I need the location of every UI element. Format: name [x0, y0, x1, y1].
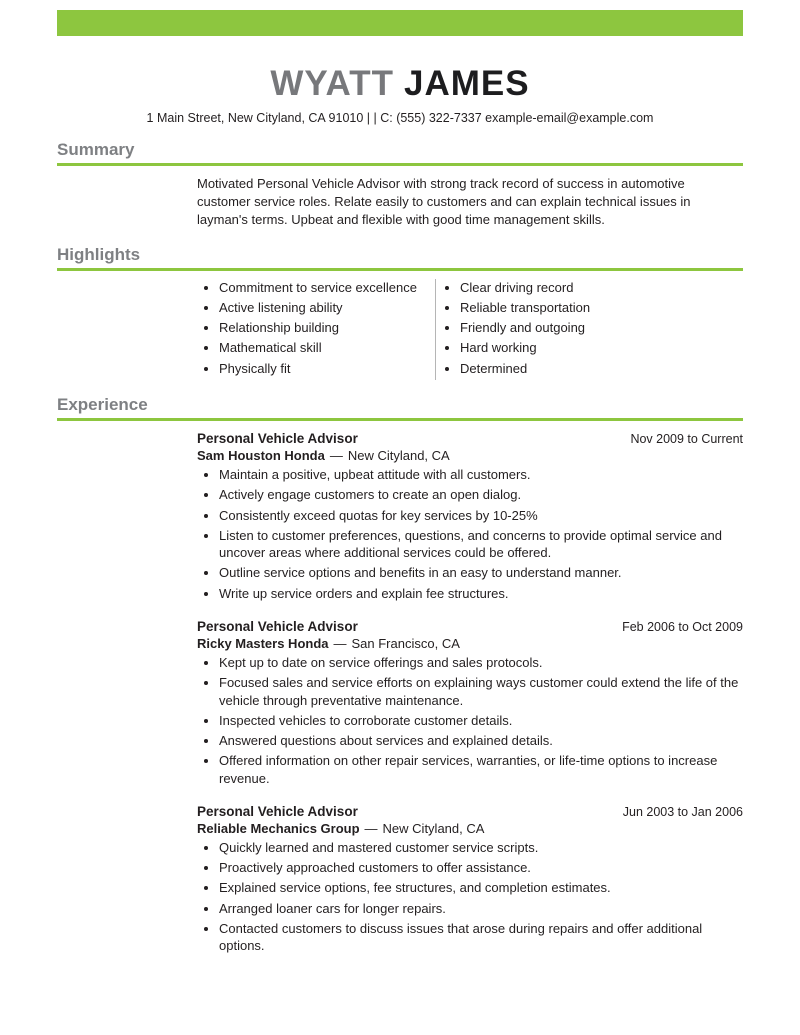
job-company: Reliable Mechanics Group [197, 820, 360, 836]
job-bullet: • Kept up to date on service offerings and sales protocols. [219, 654, 743, 671]
job-dates: Feb 2006 to Oct 2009 [622, 619, 743, 634]
highlight-item: • Determined [460, 360, 743, 377]
job-bullet: • Consistently exceed quotas for key services by 10-25% [219, 507, 743, 524]
job-company-line [197, 821, 743, 836]
highlights-heading: Highlights [57, 245, 743, 271]
dash-separator: — [329, 447, 343, 463]
job-dates: Nov 2009 to Current [630, 431, 743, 446]
highlight-item: • Clear driving record [460, 279, 743, 296]
highlight-item: • Friendly and outgoing [460, 319, 743, 336]
highlight-item: • Reliable transportation [460, 299, 743, 316]
highlights-right-column [435, 279, 743, 380]
job-title: Personal Vehicle Advisor [197, 618, 358, 634]
candidate-last-name: JAMES [404, 64, 530, 103]
job-bullet: • Offered information on other repair services, warranties, or life-time options to increase revenue. [219, 752, 743, 787]
job-entry [197, 431, 743, 602]
highlight-item: • Active listening ability [219, 299, 435, 316]
job-bullet: • Outline service options and benefits in an easy to understand manner. [219, 564, 743, 581]
highlight-item: • Relationship building [219, 319, 435, 336]
candidate-name [0, 66, 800, 101]
job-bullet: • Inspected vehicles to corroborate customer details. [219, 712, 743, 729]
job-bullet: • Quickly learned and mastered customer service scripts. [219, 839, 743, 856]
highlights-left-column [197, 279, 435, 380]
job-entry [197, 804, 743, 955]
summary-text: Motivated Personal Vehicle Advisor with strong track record of success in automotive customer service roles. Relate easily to customers and can explain technical issues in layman's terms. Upbeat and flexible with good time management skills. [197, 176, 691, 228]
summary-heading: Summary [57, 140, 743, 166]
job-location: New Cityland, CA [382, 820, 485, 836]
job-bullet: • Focused sales and service efforts on explaining ways customer could extend the life of the vehicle through preventative maintenance. [219, 674, 743, 709]
job-bullet: • Arranged loaner cars for longer repairs. [219, 900, 743, 917]
experience-heading: Experience [57, 395, 743, 421]
job-location: New Cityland, CA [347, 447, 450, 463]
section-highlights [57, 245, 743, 380]
job-entry [197, 619, 743, 787]
job-title: Personal Vehicle Advisor [197, 430, 358, 446]
job-bullet: • Answered questions about services and explained details. [219, 732, 743, 749]
section-experience [57, 395, 743, 955]
job-title: Personal Vehicle Advisor [197, 803, 358, 819]
job-bullet: • Write up service orders and explain fee structures. [219, 585, 743, 602]
job-bullet: • Maintain a positive, upbeat attitude with all customers. [219, 466, 743, 483]
highlight-item: • Commitment to service excellence [219, 279, 435, 296]
job-location: San Francisco, CA [351, 635, 460, 651]
section-summary [57, 140, 743, 230]
highlight-item: • Mathematical skill [219, 339, 435, 356]
accent-bar [57, 10, 743, 36]
job-bullet: • Contacted customers to discuss issues that arose during repairs and offer additional options. [219, 920, 743, 955]
job-bullet: • Listen to customer preferences, questions, and concerns to provide optimal service and uncover areas where additional services could be offered. [219, 527, 743, 562]
job-bullet: • Actively engage customers to create an open dialog. [219, 486, 743, 503]
job-dates: Jun 2003 to Jan 2006 [622, 804, 743, 819]
highlight-item: • Physically fit [219, 360, 435, 377]
contact-info: 1 Main Street, New Cityland, CA 91010 | | C: (555) 322-7337 example-email@example.com [146, 111, 654, 125]
dash-separator: — [333, 635, 347, 651]
job-bullet: • Explained service options, fee structures, and completion estimates. [219, 879, 743, 896]
dash-separator: — [364, 820, 378, 836]
job-company-line [197, 448, 743, 463]
job-company-line [197, 636, 743, 651]
candidate-first-name: WYATT [270, 64, 394, 103]
highlight-item: • Hard working [460, 339, 743, 356]
highlights-columns [197, 279, 743, 380]
job-company: Sam Houston Honda [197, 447, 325, 463]
job-company: Ricky Masters Honda [197, 635, 329, 651]
job-bullet: • Proactively approached customers to offer assistance. [219, 859, 743, 876]
